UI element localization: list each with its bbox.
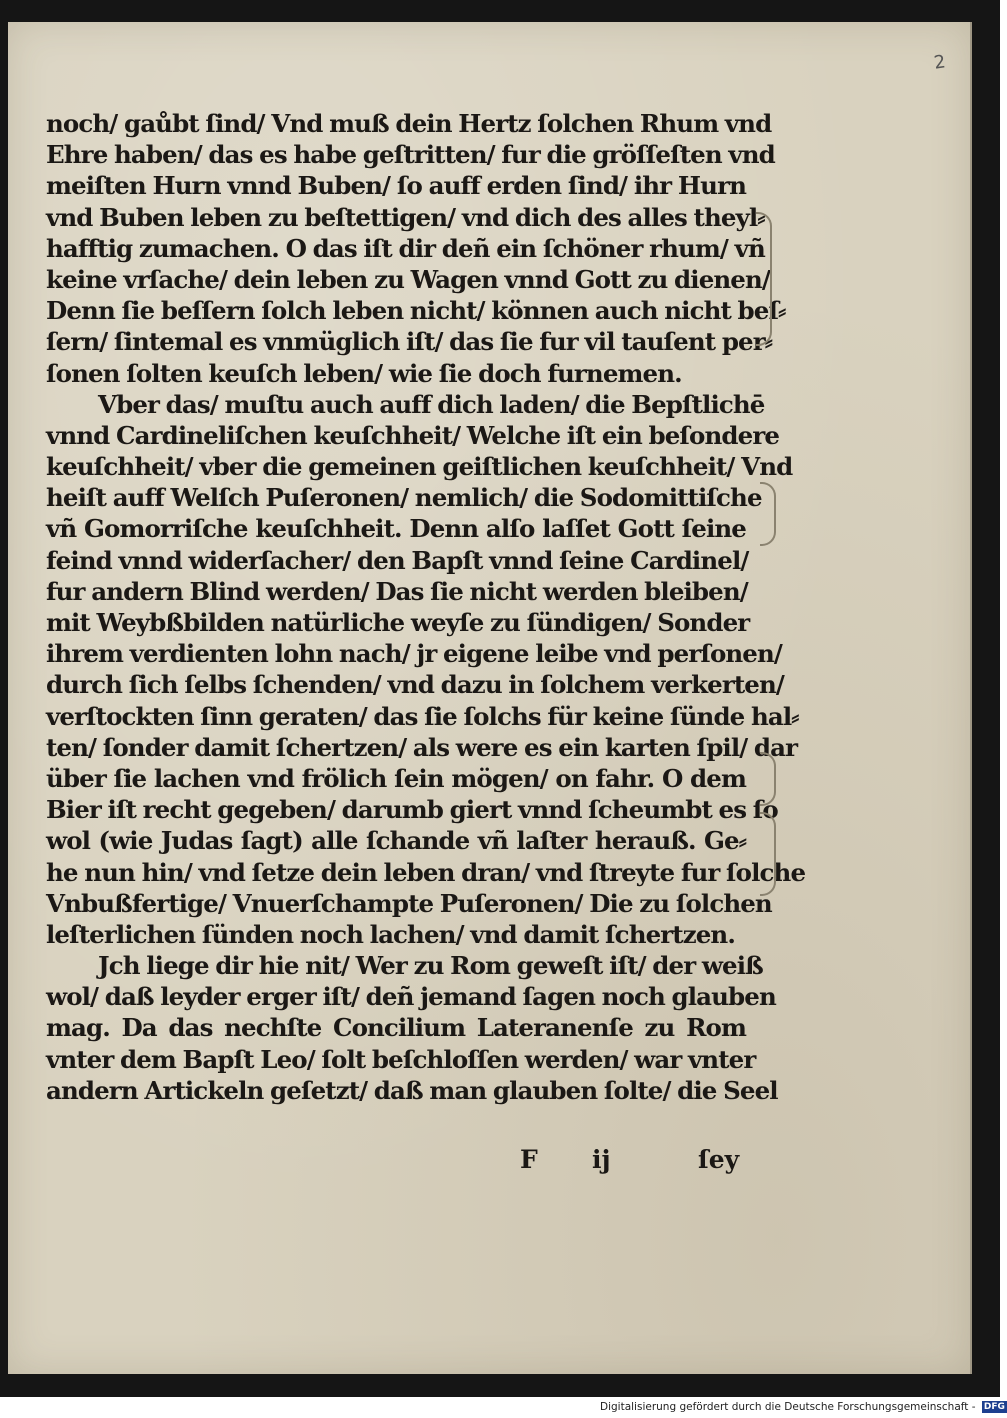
catchword: ſey — [698, 1145, 740, 1174]
footer-text: Digitalisierung gefördert durch die Deutsche Forschungsgemeinschaft - — [600, 1401, 976, 1413]
margin-bracket-mark — [760, 752, 776, 806]
text-line: mag. Da das nechſte Concilium Lateranenſe zu Rom — [46, 1013, 746, 1043]
text-line: Vnbußfertige/ Vnuerſchampte Puſeronen/ Die zu ſolchen — [46, 888, 772, 918]
dfg-logo: DFG — [983, 1402, 1005, 1412]
signature-number: ij — [592, 1145, 611, 1174]
text-line: wol/ daß leyder erger iſt/ deñ jemand ſagen noch glauben — [46, 982, 776, 1012]
text-line: feind vnnd widerſacher/ den Bapſt vnnd ſeine Cardinel/ — [46, 545, 749, 575]
text-line: Ehre haben/ das es habe geſtritten/ fur die gröſſeſten vnd — [46, 140, 775, 170]
margin-bracket-mark — [756, 212, 772, 346]
text-line: verſtockten ſinn geraten/ das ſie ſolchs für keine ſünde hal⸗ — [46, 701, 799, 731]
text-line: leſterlichen ſünden noch lachen/ vnd damit ſchertzen. — [46, 919, 735, 949]
text-line: Jch liege dir hie nit/ Wer zu Rom geweſt iſt/ der weiß — [98, 951, 763, 981]
text-line: wol (wie Judas ſagt) alle ſchande vñ laſter herauß. Ge⸗ — [46, 826, 746, 856]
margin-bracket-mark — [760, 812, 776, 896]
text-line: heiſt auff Welſch Puſeronen/ nemlich/ die Sodomittiſche — [46, 483, 762, 513]
text-line: hafftig zumachen. O das iſt dir deñ ein ſchöner rhum/ vñ — [46, 233, 765, 263]
text-line: vnd Buben leben zu beſtettigen/ vnd dich des alles theyl⸗ — [46, 202, 765, 232]
text-line: meiſten Hurn vnnd Buben/ ſo auff erden ſind/ ihr Hurn — [46, 171, 746, 201]
page-number: 2 — [932, 51, 947, 74]
text-line: keuſchheit/ vber die gemeinen geiſtlichen keuſchheit/ Vnd — [46, 452, 793, 482]
text-line: ſonen ſolten keuſch leben/ wie ſie doch furnemen. — [46, 358, 682, 388]
text-line: noch/ gaůbt ſind/ Vnd muß dein Hertz ſolchen Rhum vnd — [46, 109, 772, 138]
text-line: fur andern Blind werden/ Das ſie nicht werden bleiben/ — [46, 576, 748, 606]
text-line: vnter dem Bapſt Leo/ ſolt beſchloſſen werden/ war vnter — [46, 1044, 756, 1074]
signature-line — [520, 1145, 740, 1181]
text-line: vñ Gomorriſche keuſchheit. Denn alſo laſſet Gott ſeine — [46, 514, 746, 544]
footer-credit — [600, 1401, 1005, 1415]
text-line: keine vrſache/ dein leben zu Wagen vnnd Gott zu dienen/ — [46, 264, 770, 294]
text-line: Bier iſt recht gegeben/ darumb giert vnnd ſcheumbt es ſo — [46, 795, 778, 825]
text-line: über ſie lachen vnd frölich ſein mögen/ on fahr. O dem — [46, 763, 746, 793]
text-line: Vber das/ muſtu auch auff dich laden/ die Bepſtlichē — [98, 389, 765, 419]
text-line: ten/ ſonder damit ſchertzen/ als were es ein karten ſpil/ dar — [46, 732, 798, 762]
text-line: andern Artickeln geſetzt/ daß man glauben ſolte/ die Seel — [46, 1075, 778, 1105]
margin-bracket-mark — [760, 482, 776, 546]
text-line: mit Weybßbilden natürliche weyſe zu ſündigen/ Sonder — [46, 608, 750, 637]
text-line: ſern/ ſintemal es vnmüglich iſt/ das ſie fur vil tauſent per⸗ — [46, 327, 773, 357]
text-block — [46, 108, 806, 1106]
text-line: Denn ſie beſſern ſolch leben nicht/ können auch nicht beſ⸗ — [46, 296, 786, 326]
book-page — [8, 22, 972, 1374]
text-line: he nun hin/ vnd ſetze dein leben dran/ vnd ſtreyte fur ſolche — [46, 857, 806, 887]
text-line: durch ſich ſelbs ſchenden/ vnd dazu in ſolchem verkerten/ — [46, 670, 784, 700]
signature-mark: F — [520, 1145, 538, 1174]
text-line: vnnd Cardineliſchen keuſchheit/ Welche iſt ein beſondere — [46, 420, 780, 450]
text-line: ihrem verdienten lohn nach/ jr eigene leibe vnd perſonen/ — [46, 639, 782, 669]
